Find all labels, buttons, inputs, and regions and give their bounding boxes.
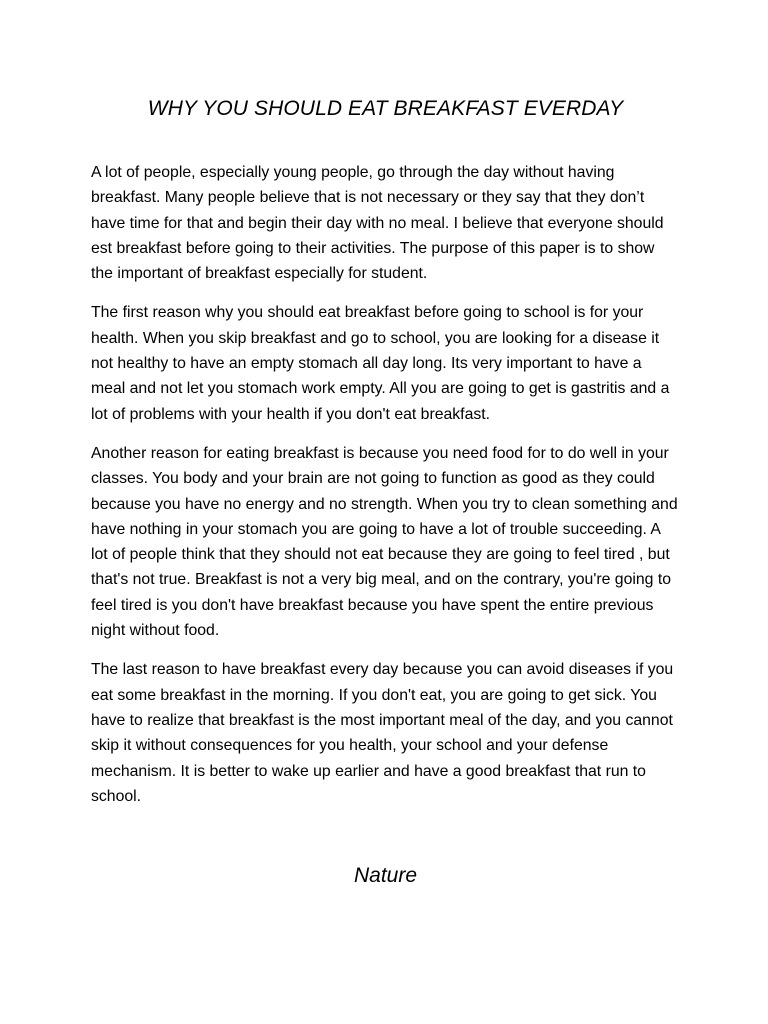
next-section-title: Nature [353,864,418,888]
paragraph-classes: Another reason for eating breakfast is because you need food for to do well in your classes. You body and your brain are not going to function as good as they could because you have no energy and no strength. When you try to clean something and have nothing in your stomach you are going to have a lot of trouble succeeding. A lot of people think that they should not eat because they are going to feel tired , but that's not true. Breakfast is not a very big meal, and on the contrary, you're going to feel tired is you don't have breakfast because you have spent the entire previous night without food. [91,444,678,640]
paragraph-conclusion: The last reason to have breakfast every day because you can avoid diseases if you eat some breakfast in the morning. If you don't eat, you are going to get sick. You have to realize that breakfast is the most important meal of the day, and you cannot skip it without consequences for you health, your school and your defense mechanism. It is better to wake up earlier and have a good breakfast that run to school. [91,661,674,805]
paragraph-intro: A lot of people, especially young people, go through the day without having breakfast. Many people believe that is not necessary or they say that they don’t have time for that and begin their day with no meal. I believe that everyone should est breakfast before going to their activities. The purpose of this paper is to show the important of breakfast especially for student. [91,164,664,283]
paragraph-health: The first reason why you should eat breakfast before going to school is for your health. When you skip breakfast and go to school, you are looking for a disease it not healthy to have an empty stomach all day long. Its very important to have a meal and not let you stomach work empty. All you are going to get is gastritis and a lot of problems with your health if you don't eat breakfast. [91,304,670,423]
document-title: WHY YOU SHOULD EAT BREAKFAST EVERDAY [147,97,624,120]
